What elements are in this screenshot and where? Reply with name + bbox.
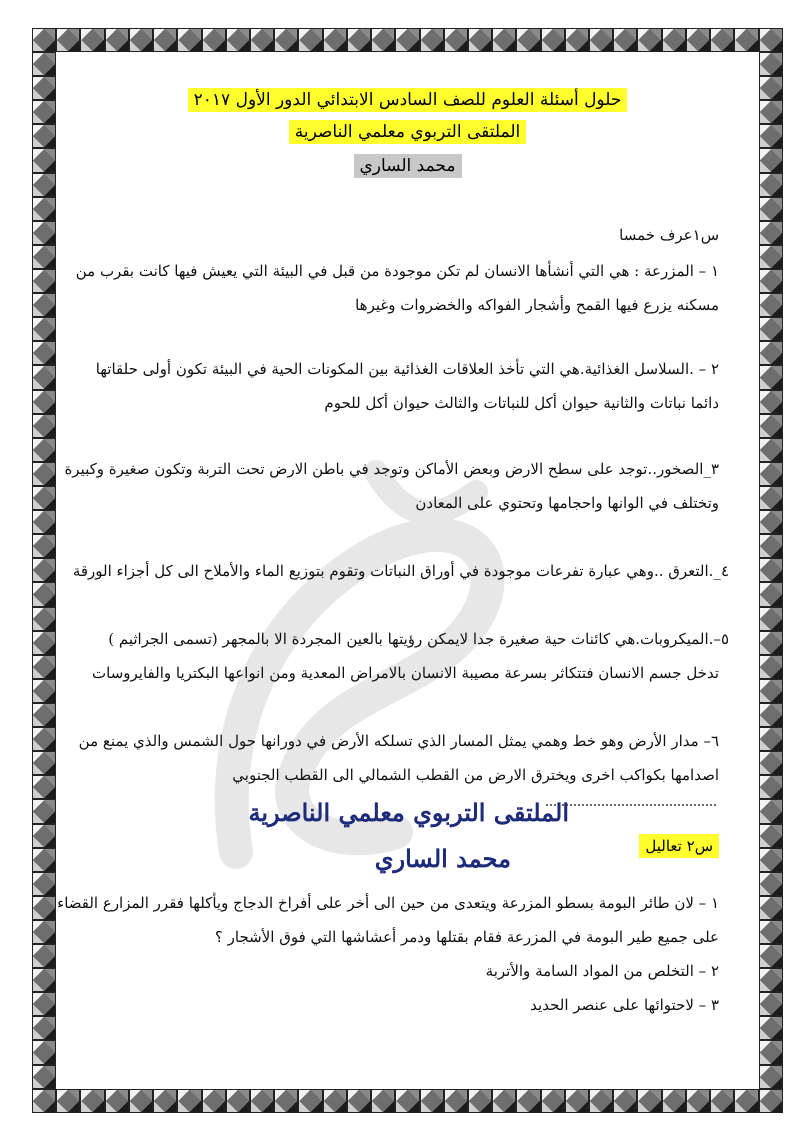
border-stud	[32, 534, 56, 558]
border-stud	[32, 920, 56, 944]
q2-item-1-line-2: على جميع طير البومة في المزرعة فقام بقتلها ودمر أعشاشها التي فوق الأشجار ؟	[214, 928, 719, 946]
border-stud	[153, 1089, 177, 1113]
border-stud	[32, 52, 56, 76]
border-stud	[734, 1089, 758, 1113]
border-stud	[759, 124, 783, 148]
border-stud	[298, 28, 322, 52]
border-stud	[32, 1089, 56, 1113]
border-stud	[759, 848, 783, 872]
border-stud	[298, 1089, 322, 1113]
border-stud	[759, 824, 783, 848]
q1-item-5-line-2: تدخل جسم الانسان فتتكاثر بسرعة مصيبة الانسان بالامراض المعدية ومن انواعها البكتريا والفايروسات	[92, 664, 719, 682]
border-stud	[32, 414, 56, 438]
border-stud	[32, 173, 56, 197]
border-stud	[637, 28, 661, 52]
border-stud	[662, 1089, 686, 1113]
border-stud	[32, 124, 56, 148]
border-stud	[759, 197, 783, 221]
border-stud	[759, 558, 783, 582]
border-stud	[32, 293, 56, 317]
border-stud	[759, 462, 783, 486]
border-stud	[32, 679, 56, 703]
border-stud	[202, 28, 226, 52]
border-stud	[710, 28, 734, 52]
border-top	[32, 28, 783, 52]
header-title-row	[56, 88, 759, 112]
question-2-heading: س٢ تعاليل	[639, 834, 719, 858]
border-stud	[226, 1089, 250, 1113]
border-stud	[759, 799, 783, 823]
border-stud	[32, 197, 56, 221]
border-stud	[516, 28, 540, 52]
border-stud	[32, 558, 56, 582]
border-stud	[613, 1089, 637, 1113]
border-stud	[32, 944, 56, 968]
border-stud	[710, 1089, 734, 1113]
border-stud	[759, 968, 783, 992]
border-stud	[202, 1089, 226, 1113]
border-stud	[686, 1089, 710, 1113]
border-stud	[177, 28, 201, 52]
border-stud	[371, 1089, 395, 1113]
q1-item-3-line-1: ٣_الصخور..توجد على سطح الارض وبعض الأماكن وتوجد في باطن الارض تحت التربة وتكون صغيرة وكبيرة	[64, 460, 719, 478]
border-stud	[759, 703, 783, 727]
border-stud	[492, 28, 516, 52]
header-author-row	[56, 154, 759, 178]
banner-title: الملتقى التربوي معلمي الناصرية	[248, 798, 569, 827]
q1-item-6-line-2: اصدامها بكواكب اخرى ويخترق الارض من القطب الشمالي الى القطب الجنوبي	[232, 766, 719, 784]
border-stud	[686, 28, 710, 52]
border-right	[759, 52, 783, 1089]
border-stud	[759, 1016, 783, 1040]
border-stud	[129, 28, 153, 52]
q2-item-2-line-1: ٢ – التخلص من المواد السامة والأتربة	[485, 962, 719, 980]
q1-item-1-line-1: ١ – المزرعة : هي التي أنشأها الانسان لم تكن موجودة من قبل في البيئة التي يعيش فيها كانت بقرب من	[75, 262, 719, 280]
border-stud	[759, 269, 783, 293]
border-stud	[759, 751, 783, 775]
border-stud	[32, 100, 56, 124]
border-stud	[32, 365, 56, 389]
border-stud	[323, 28, 347, 52]
border-stud	[177, 1089, 201, 1113]
border-stud	[32, 341, 56, 365]
border-stud	[420, 28, 444, 52]
border-stud	[759, 293, 783, 317]
border-stud	[32, 221, 56, 245]
border-left	[32, 52, 56, 1089]
border-stud	[759, 414, 783, 438]
border-stud	[759, 221, 783, 245]
border-stud	[759, 28, 783, 52]
border-stud	[759, 534, 783, 558]
border-stud	[759, 245, 783, 269]
border-stud	[759, 655, 783, 679]
border-stud	[395, 28, 419, 52]
border-stud	[759, 173, 783, 197]
border-stud	[32, 848, 56, 872]
border-stud	[32, 1016, 56, 1040]
border-stud	[32, 727, 56, 751]
border-stud	[32, 799, 56, 823]
border-stud	[32, 775, 56, 799]
border-stud	[32, 968, 56, 992]
border-stud	[32, 438, 56, 462]
border-stud	[32, 269, 56, 293]
q1-item-1-line-2: مسكنه يزرع فيها القمح وأشجار الفواكه والخضروات وغيرها	[355, 296, 719, 314]
border-stud	[759, 317, 783, 341]
border-stud	[153, 28, 177, 52]
border-stud	[32, 462, 56, 486]
border-stud	[759, 582, 783, 606]
border-stud	[734, 28, 758, 52]
border-stud	[759, 1040, 783, 1064]
border-stud	[759, 631, 783, 655]
border-stud	[468, 1089, 492, 1113]
border-stud	[759, 727, 783, 751]
q1-item-6-line-1: ٦– مدار الأرض وهو خط وهمي يمثل المسار الذي تسلكه الأرض في دورانها حول الشمس والذي يمنع من	[78, 732, 719, 750]
q1-item-3-line-2: وتختلف في الوانها واحجامها وتحتوي على المعادن	[415, 494, 719, 512]
border-stud	[565, 1089, 589, 1113]
border-stud	[32, 148, 56, 172]
border-stud	[759, 944, 783, 968]
border-stud	[444, 1089, 468, 1113]
border-stud	[759, 52, 783, 76]
border-stud	[662, 28, 686, 52]
border-stud	[759, 992, 783, 1016]
border-stud	[226, 28, 250, 52]
border-stud	[274, 1089, 298, 1113]
border-stud	[250, 1089, 274, 1113]
border-stud	[541, 1089, 565, 1113]
border-stud	[32, 631, 56, 655]
border-stud	[32, 1065, 56, 1089]
q1-item-2-line-2: دائما نباتات والثانية حيوان أكل للنباتات والثالث حيوان أكل للحوم	[324, 394, 719, 412]
border-stud	[32, 390, 56, 414]
question-1-heading: س١عرف خمسا	[619, 226, 719, 244]
q1-item-4-line-1: ٤_.التعرق ..وهي عبارة تفرعات موجودة في أوراق النباتات وتقوم بتوزيع الماء والأملاح الى كل أجزاء الورقة	[72, 562, 729, 580]
border-stud	[105, 1089, 129, 1113]
border-stud	[32, 1040, 56, 1064]
border-stud	[347, 1089, 371, 1113]
border-stud	[759, 438, 783, 462]
border-stud	[32, 76, 56, 100]
border-stud	[759, 679, 783, 703]
border-stud	[80, 1089, 104, 1113]
header-subtitle-row	[56, 120, 759, 144]
border-stud	[250, 28, 274, 52]
q1-item-5-line-1: ٥–.الميكروبات.هي كائنات حية صغيرة جدا لايمكن رؤيتها بالعين المجردة الا بالمجهر (تسمى الجراثيم )	[108, 630, 729, 648]
border-stud	[589, 1089, 613, 1113]
border-stud	[541, 28, 565, 52]
border-stud	[323, 1089, 347, 1113]
border-stud	[759, 100, 783, 124]
border-stud	[32, 872, 56, 896]
border-stud	[32, 655, 56, 679]
border-stud	[637, 1089, 661, 1113]
border-stud	[759, 896, 783, 920]
q2-item-3-line-1: ٣ – لاحتوائها على عنصر الحديد	[530, 996, 719, 1014]
border-stud	[32, 245, 56, 269]
border-stud	[32, 896, 56, 920]
border-stud	[759, 1065, 783, 1089]
page-author: محمد الساري	[354, 154, 462, 178]
border-stud	[32, 703, 56, 727]
border-stud	[759, 148, 783, 172]
border-stud	[32, 582, 56, 606]
border-stud	[105, 28, 129, 52]
border-stud	[444, 28, 468, 52]
border-stud	[274, 28, 298, 52]
banner-author: محمد الساري	[374, 844, 511, 873]
page-content	[56, 52, 759, 1089]
border-stud	[32, 28, 56, 52]
border-bottom	[32, 1089, 783, 1113]
q1-item-2-line-1: ٢ – .السلاسل الغذائية.هي التي تأخذ العلاقات الغذائية بين المكونات الحية في البيئة تكون أولى حلقاتها	[95, 360, 719, 378]
border-stud	[468, 28, 492, 52]
border-stud	[759, 1089, 783, 1113]
border-stud	[32, 992, 56, 1016]
border-stud	[565, 28, 589, 52]
border-stud	[56, 28, 80, 52]
border-stud	[759, 365, 783, 389]
border-stud	[759, 390, 783, 414]
dotted-divider	[546, 804, 716, 806]
border-stud	[129, 1089, 153, 1113]
border-stud	[516, 1089, 540, 1113]
border-stud	[589, 28, 613, 52]
border-stud	[56, 1089, 80, 1113]
border-stud	[80, 28, 104, 52]
border-stud	[32, 751, 56, 775]
border-stud	[32, 317, 56, 341]
border-stud	[32, 486, 56, 510]
page-subtitle: الملتقى التربوي معلمي الناصرية	[289, 120, 527, 144]
border-stud	[32, 607, 56, 631]
border-stud	[759, 872, 783, 896]
border-stud	[395, 1089, 419, 1113]
border-stud	[492, 1089, 516, 1113]
border-stud	[759, 341, 783, 365]
border-stud	[759, 486, 783, 510]
page-title: حلول أسئلة العلوم للصف السادس الابتدائي الدور الأول ٢٠١٧	[188, 88, 628, 112]
border-stud	[420, 1089, 444, 1113]
border-stud	[759, 607, 783, 631]
border-stud	[32, 510, 56, 534]
border-stud	[759, 510, 783, 534]
border-stud	[371, 28, 395, 52]
border-stud	[613, 28, 637, 52]
border-stud	[759, 920, 783, 944]
q2-item-1-line-1: ١ – لان طائر البومة بسطو المزرعة ويتعدى من حين الى أخر على أفراخ الدجاج ويأكلها فقرر المزارع القضاء	[57, 894, 719, 912]
border-stud	[759, 76, 783, 100]
border-stud	[32, 824, 56, 848]
border-stud	[759, 775, 783, 799]
border-stud	[347, 28, 371, 52]
